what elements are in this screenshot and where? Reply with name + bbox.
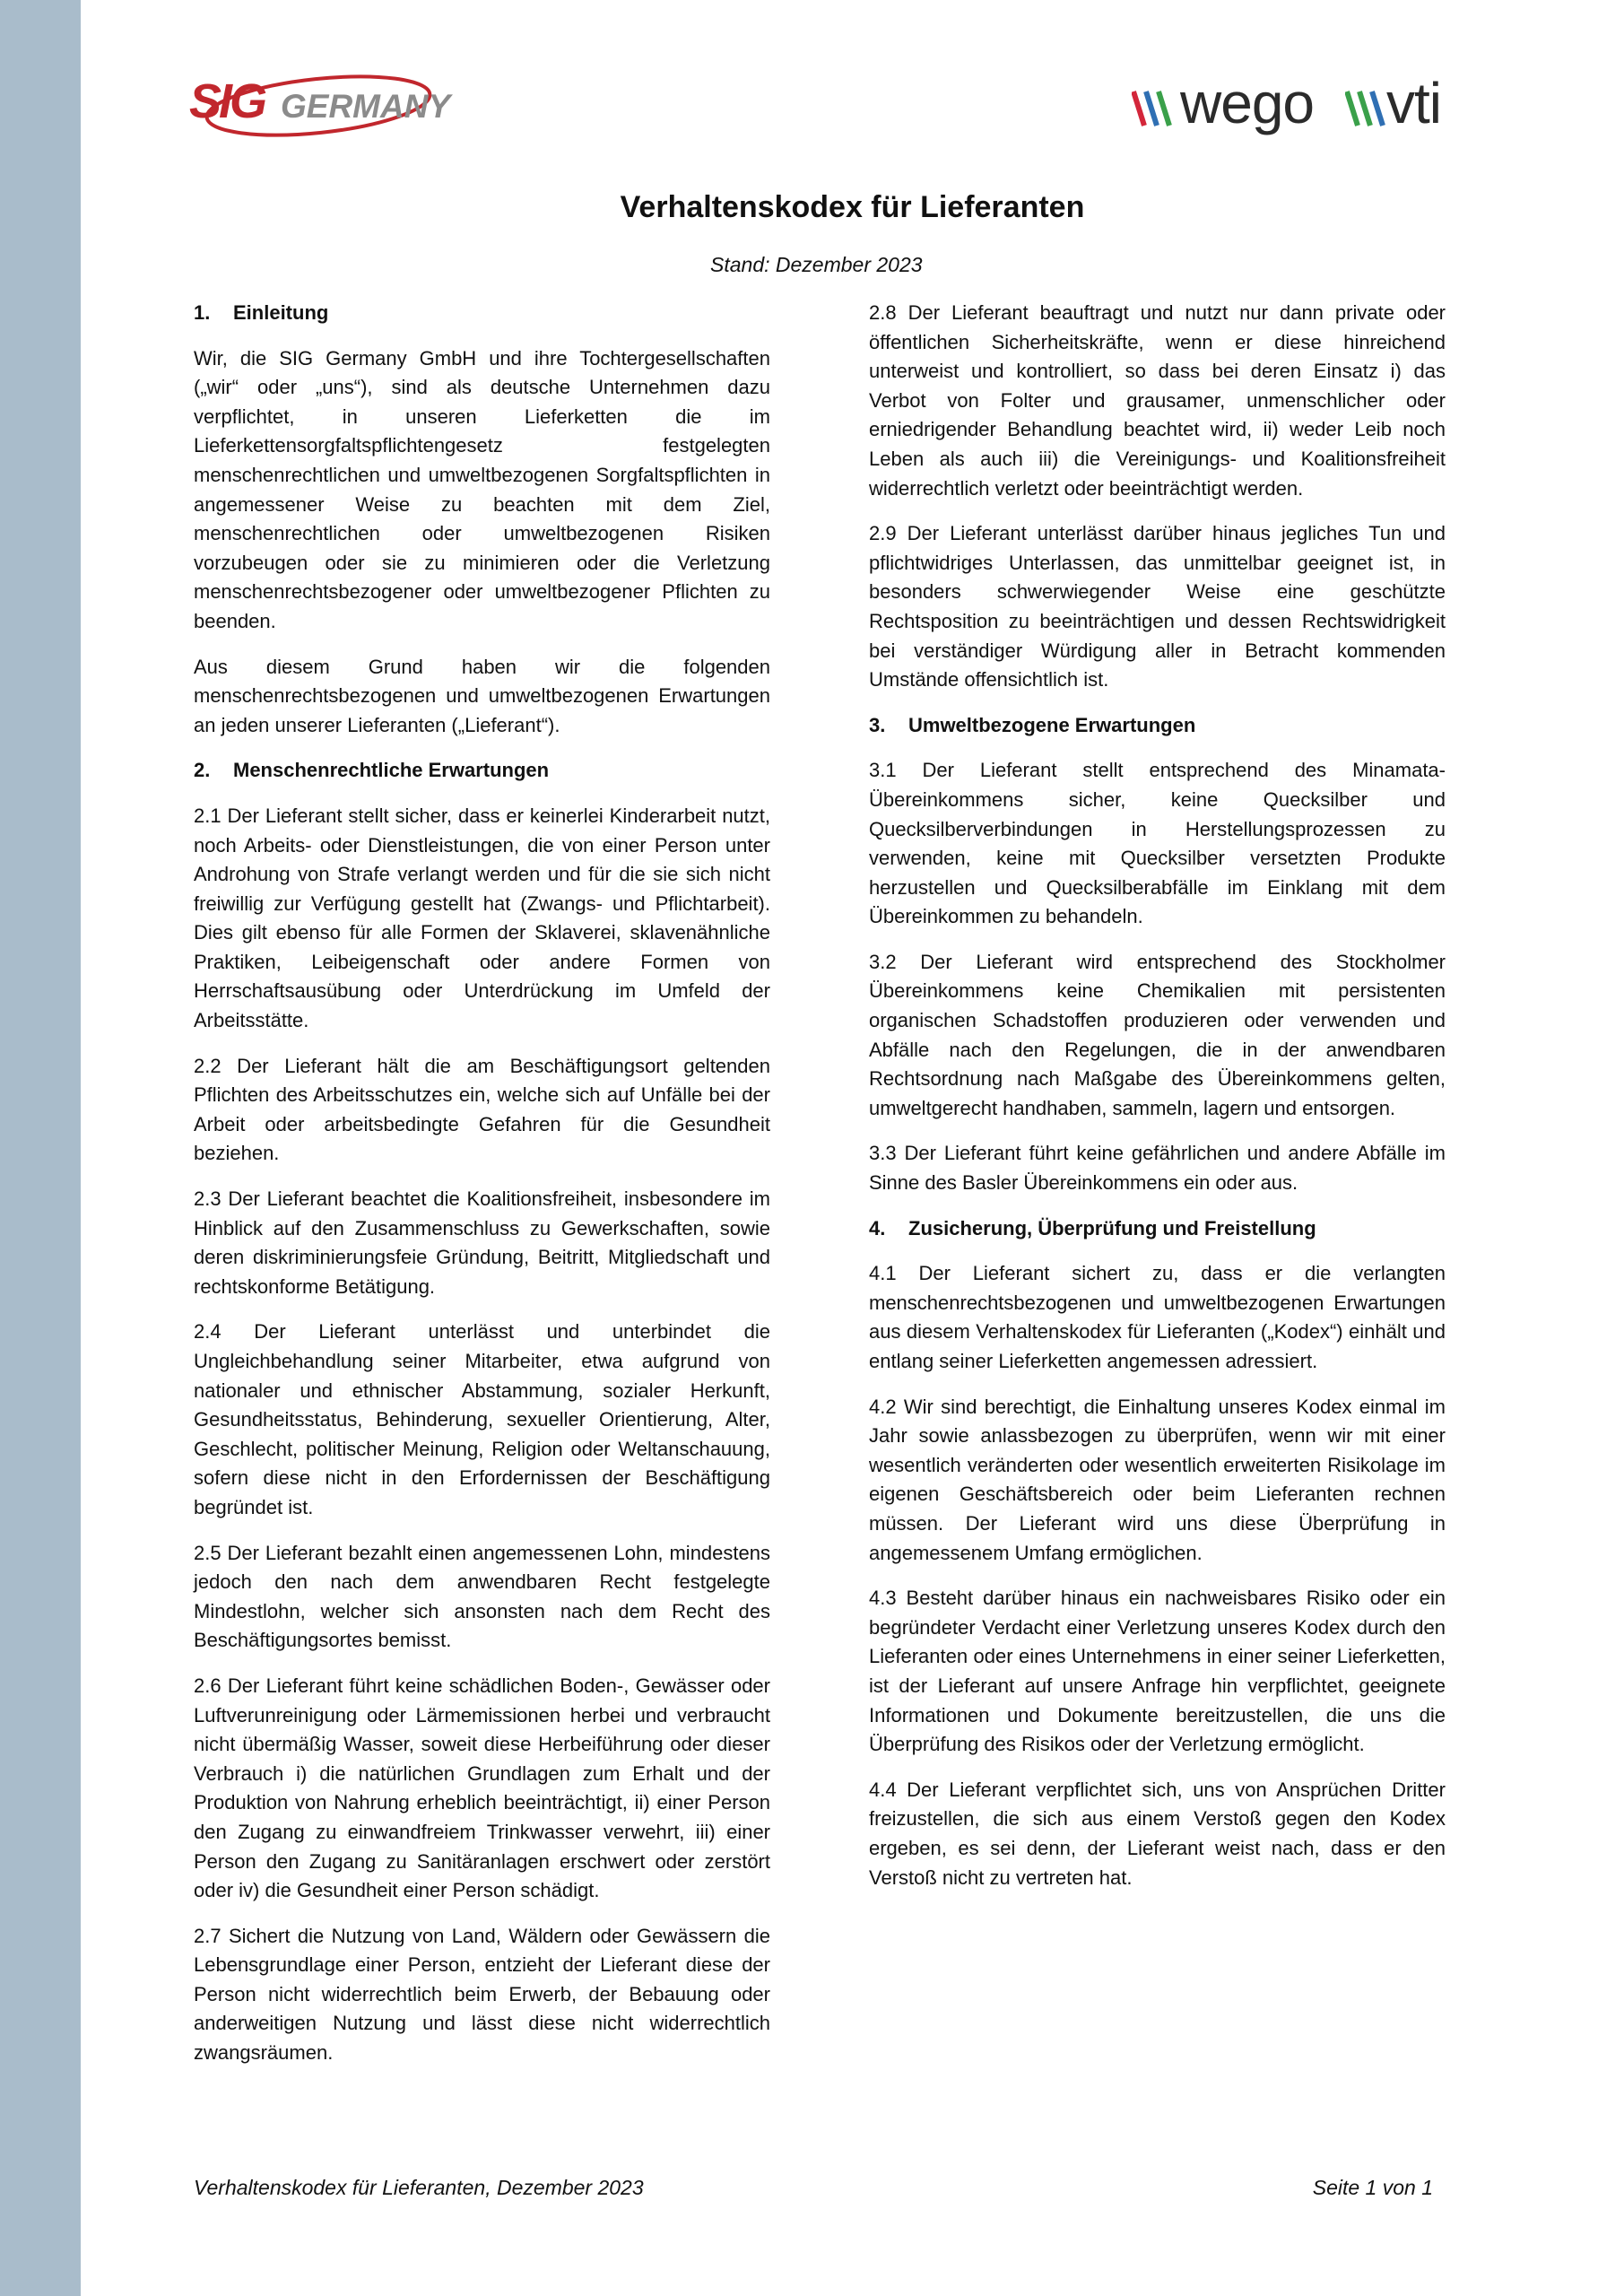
section-number: 3. <box>869 713 886 736</box>
paragraph-2-9: 2.9 Der Lieferant unterlässt darüber hinaus jegliches Tun und pflichtwidriges Unterlassen, das unmittelbar geeignet ist, in besonders schwerwiegender Weise eine geschützte Rechtsposition zu beeinträchtigen und dessen Rechtswidrigkeit bei verständiger Würdigung aller in Betracht kommenden Umstände offensichtlich ist. <box>869 522 1446 691</box>
section-number: 1. <box>194 301 211 324</box>
section-title: Zusicherung, Überprüfung und Freistellung <box>908 1216 1316 1239</box>
paragraph-3-2: 3.2 Der Lieferant wird entsprechend des Stockholmer Übereinkommens keine Chemikalien mit persistenten organischen Schadstoffen produzieren oder verwenden und Abfälle nach den Regelungen, die in der anwendbaren Rechtsordnung nach Maßgabe des Übereinkommens gelten, umweltgerecht handhaben, sammeln, lagern und entsorgen. <box>869 950 1446 1119</box>
paragraph-2-8: 2.8 Der Lieferant beauftragt und nutzt nur dann private oder öffentlichen Sicherheitskräfte, wenn er diese hinreichend unterweist und kontrolliert, so dass bei deren Einsatz i) das Verbot von Folter und grausamer, unmenschlicher oder erniedrigender Behandlung beachtet wird, ii) weder Leib noch Leben als auch iii) die Vereinigungs- und Koalitionsfreiheit widerrechtlich verletzt oder beeinträchtigt werden. <box>869 301 1446 500</box>
paragraph-4-2: 4.2 Wir sind berechtigt, die Einhaltung unseres Kodex einmal im Jahr sowie anlassbezogen zu überprüfen, wenn wir mit einer wesentlich veränderten oder wesentlich erweiterten Risikolage im eigenen Geschäftsbereich oder beim Lieferanten rechnen müssen. Der Lieferant wird uns diese Überprüfung in angemessenem Umfang ermöglichen. <box>869 1395 1446 1564</box>
paragraph-2-1: 2.1 Der Lieferant stellt sicher, dass er keinerlei Kinderarbeit nutzt, noch Arbeits- oder Dienstleistungen, die von einer Person unter Androhung von Strafe verlangt werden und für die sie sich nicht freiwillig zur Verfügung gestellt hat (Zwangs- und Pflichtarbeit). Dies gilt ebenso für alle Formen der Sklaverei, sklavenähnliche Praktiken, Leibeigenschaft oder andere Formen von Herrschaftsausübung oder Unterdrückung im Umfeld der Arbeitsstätte. <box>194 804 770 1032</box>
left-column <box>194 299 770 2084</box>
side-color-band <box>0 0 81 2296</box>
section-heading-3 <box>869 711 1446 741</box>
paragraph-4-3: 4.3 Besteht darüber hinaus ein nachweisbares Risiko oder ein begründeter Verdacht einer Verletzung unseres Kodex durch den Lieferanten oder eines Unternehmens in einer seiner Lieferketten, ist der Lieferant auf unsere Anfrage hin verpflichtet, geeignete Informationen und Dokumente bereitzustellen, die uns die Überprüfung des Risikos oder der Verletzung ermöglicht. <box>869 1587 1446 1756</box>
paragraph-3-3: 3.3 Der Lieferant führt keine gefährlichen und andere Abfälle im Sinne des Basler Übereinkommens ein oder aus. <box>869 1142 1446 1195</box>
document-title: Verhaltenskodex für Lieferanten <box>620 190 1085 224</box>
footer-document-name: Verhaltenskodex für Lieferanten, Dezember 2023 <box>194 2176 644 2199</box>
sig-logo-text: SIG <box>189 74 265 128</box>
section-title: Einleitung <box>233 301 329 324</box>
section-number: 4. <box>869 1216 886 1239</box>
wego-logo-text: wego <box>1180 71 1314 135</box>
paragraph-2-3: 2.3 Der Lieferant beachtet die Koalitionsfreiheit, insbesondere im Hinblick auf den Zusammenschluss zu Gewerkschaften, sowie deren diskriminierungsfeie Gründung, Beitritt, Mitgliedschaft und rechtskonforme Betätigung. <box>194 1187 770 1298</box>
section-number: 2. <box>194 759 211 782</box>
vti-logo <box>1345 70 1444 133</box>
paragraph-2-7: 2.7 Sichert die Nutzung von Land, Wäldern oder Gewässern die Lebensgrundlage einer Person, entzieht der Lieferant diese der Person nicht widerrechtlich beim Erwerb, der Bebauung oder anderweitigen Nutzung und lässt diese nicht widerrechtlich zwangsräumen. <box>194 1924 770 2065</box>
germany-logo-text: GERMANY <box>281 88 451 125</box>
paragraph-4-1: 4.1 Der Lieferant sichert zu, dass er die verlangten menschenrechtsbezogenen und umweltbezogenen Erwartungen aus diesem Verhaltenskodex für Lieferanten („Kodex“) einhält und entlang seiner Lieferketten angemessen adressiert. <box>869 1262 1446 1372</box>
paragraph-2-6: 2.6 Der Lieferant führt keine schädlichen Boden-, Gewässer oder Luftverunreinigung oder Lärmemissionen herbei und verbraucht nicht übermäßig Wasser, soweit diese Herbeiführung oder dieser Verbrauch i) die natürlichen Grundlagen zum Erhalt und der Produktion von Nahrung erheblich beeinträchtigt, ii) einer Person den Zugang zu einwandfreiem Trinkwasser verwehrt, iii) einer Person den Zugang zu Sanitäranlagen erschwert oder zerstört oder iv) die Gesundheit einer Person schädigt. <box>194 1674 770 1902</box>
right-column <box>869 299 1446 1909</box>
footer-page-number: Seite 1 von 1 <box>1312 2176 1433 2199</box>
section-heading-1 <box>194 299 770 328</box>
wego-stripes-graphic <box>1132 86 1182 131</box>
paragraph-2-2: 2.2 Der Lieferant hält die am Beschäftigungsort geltenden Pflichten des Arbeitsschutzes ein, welche sich auf Unfälle bei der Arbeit oder arbeitsbedingte Gefahren für die Gesundheit beziehen. <box>194 1054 770 1165</box>
paragraph-3-1: 3.1 Der Lieferant stellt entsprechend des Minamata-Übereinkommens sicher, keine Quecksilber und Quecksilberverbindungen in Herstellungsprozessen zu verwenden, keine mit Quecksilber versetzten Produkte herzustellen und Quecksilberabfälle im Einklang mit dem Übereinkommen zu behandeln. <box>869 759 1446 928</box>
vti-logo-text: vti <box>1386 71 1441 135</box>
section-title: Menschenrechtliche Erwartungen <box>233 759 550 782</box>
paragraph-4-4: 4.4 Der Lieferant verpflichtet sich, uns von Ansprüchen Dritter freizustellen, die sich aus einem Verstoß gegen den Kodex ergeben, es sei denn, der Lieferant weist nach, dass er den Verstoß nicht zu vertreten hat. <box>869 1778 1446 1889</box>
paragraph-intro-2: Aus diesem Grund haben wir die folgenden menschenrechtsbezogenen und umweltbezogenen Erwartungen an jeden unserer Lieferanten („Lieferant“). <box>194 655 770 736</box>
paragraph-2-5: 2.5 Der Lieferant bezahlt einen angemessenen Lohn, mindestens jedoch den nach dem anwendbaren Recht festgelegte Mindestlohn, welcher sich ansonsten nach dem Recht des Beschäftigungsortes bemisst. <box>194 1541 770 1652</box>
section-title: Umweltbezogene Erwartungen <box>908 713 1196 736</box>
vti-stripes-graphic <box>1345 86 1390 131</box>
wego-logo <box>1132 70 1314 135</box>
sig-germany-logo <box>184 63 462 152</box>
paragraph-2-4: 2.4 Der Lieferant unterlässt und unterbindet die Ungleichbehandlung seiner Mitarbeiter, etwa aufgrund von nationaler und ethnischer Abstammung, sozialer Herkunft, Gesundheitsstatus, Behinderung, sexueller Orientierung, Alter, Geschlecht, politischer Meinung, Religion oder Weltanschauung, sofern diese nicht in den Erfordernissen der Beschäftigung begründet ist. <box>194 1320 770 1518</box>
document-date: Stand: Dezember 2023 <box>710 253 923 276</box>
paragraph-intro-1: Wir, die SIG Germany GmbH und ihre Tochtergesellschaften („wir“ oder „uns“), sind als deutsche Unternehmen dazu verpflichtet, in unseren Lieferketten die im Lieferkettensorgfaltspflichtengesetz festgelegten menschenrechtlichen und umweltbezogenen Sorgfaltspflichten in angemessener Weise zu beachten mit dem Ziel, menschenrechtlichen oder umweltbezogenen Risiken vorzubeugen oder sie zu minimieren oder die Verletzung menschenrechtsbezogener oder umweltbezogener Pflichten zu beenden. <box>194 346 770 632</box>
section-heading-4 <box>869 1214 1446 1244</box>
section-heading-2 <box>194 756 770 786</box>
